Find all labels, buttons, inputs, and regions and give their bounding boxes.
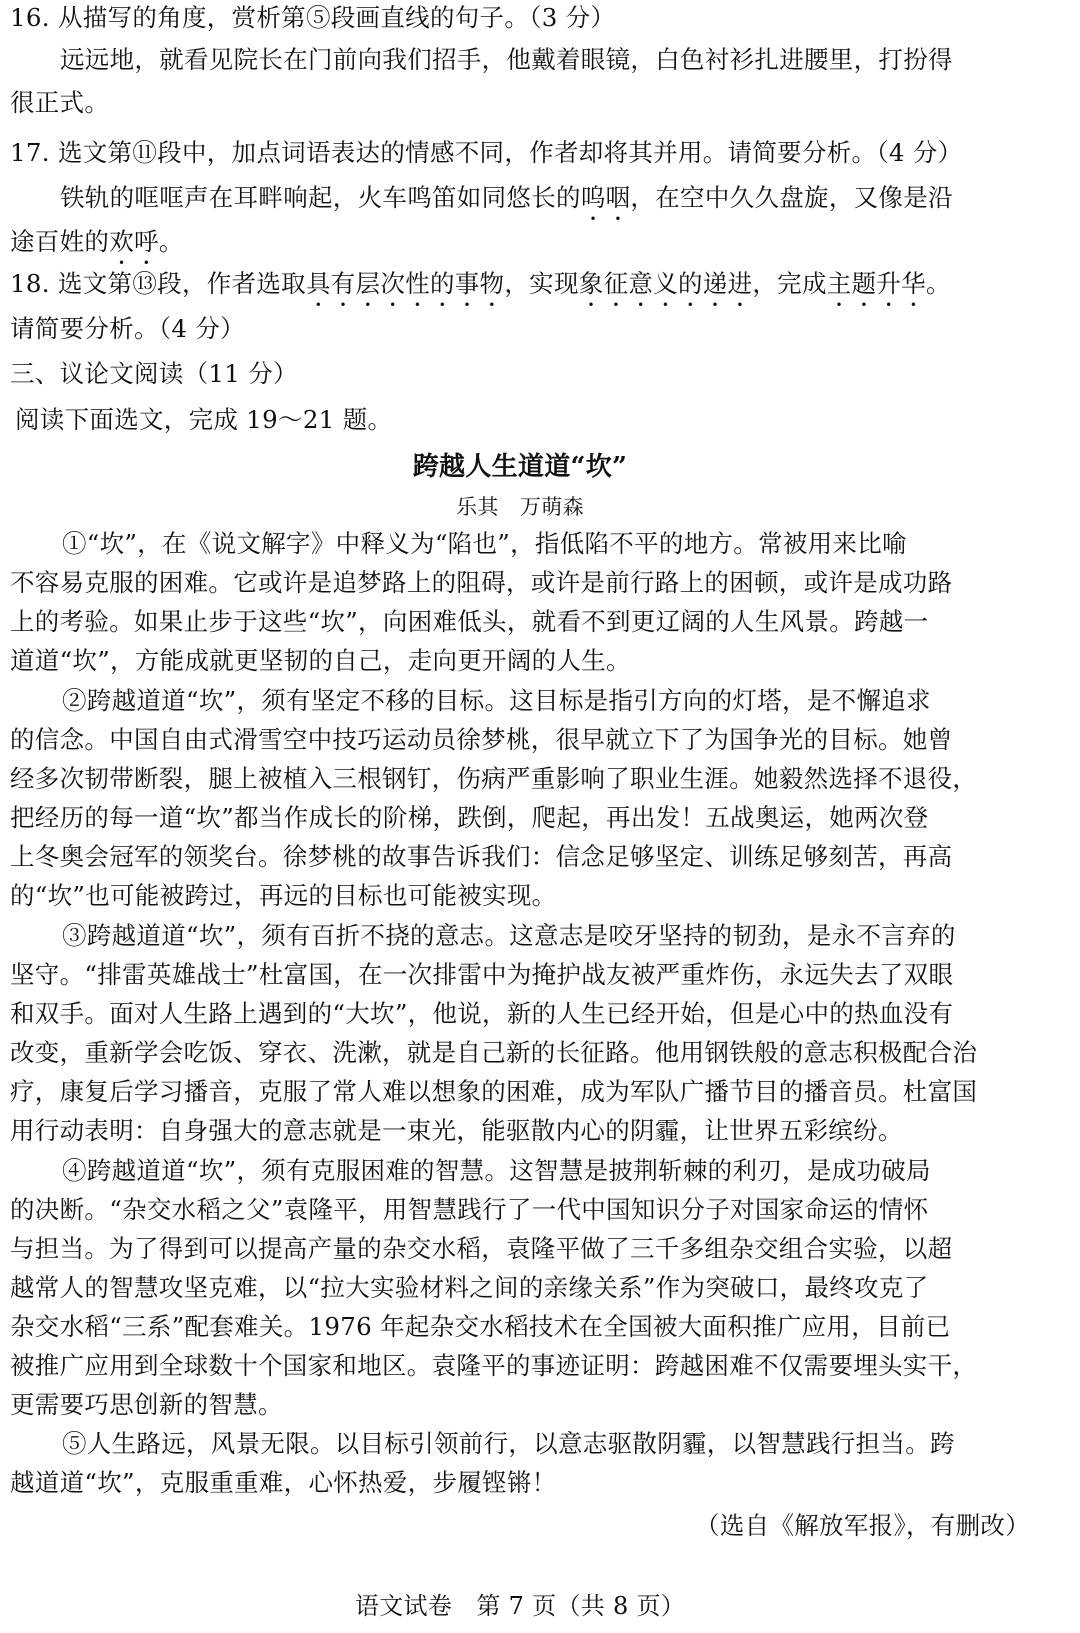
question-17-quote-text: 。: [158, 227, 184, 256]
paragraph-2-line-5: 上冬奥会冠军的领奖台。徐梦桃的故事告诉我们：信念足够坚定、训练足够刻苦，再高: [10, 842, 953, 871]
question-16-quote-line-1: 远远地，就看见院长在门前向我们招手，他戴着眼镜，白色衬衫扎进腰里，打扮得: [60, 45, 953, 74]
paragraph-3-line-6: 用行动表明：自身强大的意志就是一束光，能驱散内心的阴霾，让世界五彩缤纷。: [10, 1116, 903, 1145]
page-footer: 语文试卷 第 7 页（共 8 页）: [354, 1592, 686, 1620]
paragraph-3-line-4: 改变，重新学会吃饭、穿衣、洗漱，就是自己新的长征路。他用钢铁般的意志积极配合治: [10, 1038, 978, 1067]
question-17-dotted-word-2: 欢呼: [109, 227, 159, 256]
paragraph-3-line-5: 疗，康复后学习播音，克服了常人难以想象的困难，成为军队广播节目的播音员。杜富国: [10, 1077, 978, 1106]
paragraph-4-line-5: 杂交水稻“三系”配套难关。1976 年起杂交水稻技术在全国被大面积推广应用，目前已: [10, 1312, 951, 1341]
section-3-instruction: 阅读下面选文，完成 19～21 题。: [15, 405, 393, 434]
paragraph-2-line-4: 把经历的每一道“坎”都当作成长的阶梯，跌倒，爬起，再出发！五战奥运，她两次登: [10, 803, 929, 832]
paragraph-3-line-2: 坚守。“排雷英雄战士”杜富国，在一次排雷中为掩护战友被严重炸伤，永远失去了双眼: [10, 960, 954, 989]
paragraph-4-line-2: 的决断。“杂交水稻之父”袁隆平，用智慧践行了一代中国知识分子对国家命运的情怀: [10, 1195, 929, 1224]
paragraph-5-line-1: ⑤人生路远，风景无限。以目标引领前行，以意志驱散阴霾，以智慧践行担当。跨: [62, 1429, 955, 1458]
question-18-prompt-line-2: 请简要分析。（4 分）: [10, 314, 245, 343]
question-17-prompt: 17. 选文第⑪段中，加点词语表达的情感不同，作者却将其并用。请简要分析。（4 分）: [10, 138, 963, 167]
paragraph-2-line-3: 经多次韧带断裂，腿上被植入三根钢钉，伤病严重影响了职业生涯。她毅然选择不退役，: [10, 764, 978, 793]
article-title: 跨越人生道道“坎”: [412, 452, 628, 482]
question-18-dotted-phrase-2: 象征意义的递进: [578, 269, 753, 298]
question-18-text: ，完成: [752, 269, 827, 298]
question-16-prompt: 16. 从描写的角度，赏析第⑤段画直线的句子。（3 分）: [10, 3, 616, 32]
paragraph-3-line-3: 和双手。面对人生路上遇到的“大坎”，他说，新的人生已经开始，但是心中的热血没有: [10, 999, 954, 1028]
paragraph-2-line-6: 的“坎”也可能被跨过，再远的目标也可能被实现。: [10, 881, 557, 910]
paragraph-4-line-6: 被推广应用到全球数十个国家和地区。袁隆平的事迹证明：跨越困难不仅需要埋头实干，: [10, 1351, 978, 1380]
question-18-text: ，实现: [504, 269, 579, 298]
section-3-heading: 三、议论文阅读（11 分）: [10, 359, 298, 388]
question-17-quote-line-2: [10, 226, 184, 270]
question-17-quote-text: 铁轨的哐哐声在耳畔响起，火车鸣笛如同悠长的: [60, 183, 581, 212]
paragraph-1-line-3: 上的考验。如果止步于这些“坎”，向困难低头，就看不到更辽阔的人生风景。跨越一: [10, 607, 929, 636]
question-18-text: 。: [925, 269, 951, 298]
question-18-text: 18. 选文第⑬段，作者选取: [10, 269, 306, 298]
paragraph-2-line-1: ②跨越道道“坎”，须有坚定不移的目标。这目标是指引方向的灯塔，是不懈追求: [62, 686, 931, 715]
article-source: （选自《解放军报》，有删改）: [695, 1511, 1030, 1540]
paragraph-3-line-1: ③跨越道道“坎”，须有百折不挠的意志。这意志是咬牙坚持的韧劲，是永不言弃的: [62, 921, 956, 950]
question-17-dotted-word-1: 呜咽: [580, 183, 631, 212]
question-18-prompt-line-1: [10, 268, 951, 312]
question-17-quote-text: 途百姓的: [10, 227, 110, 256]
paragraph-4-line-7: 更需要巧思创新的智慧。: [10, 1390, 283, 1419]
question-17-quote-line-1: [60, 182, 953, 226]
paragraph-2-line-2: 的信念。中国自由式滑雪空中技巧运动员徐梦桃，很早就立下了为国争光的目标。她曾: [10, 725, 953, 754]
article-authors: 乐其 万萌森: [456, 495, 584, 519]
paragraph-4-line-3: 与担当。为了得到可以提高产量的杂交水稻，袁隆平做了三千多组杂交组合实验，以超: [10, 1234, 953, 1263]
question-16-quote-line-2: 很正式。: [10, 88, 110, 117]
question-18-dotted-phrase-1: 具有层次性的事物: [305, 269, 505, 298]
paragraph-5-line-2: 越道道“坎”，克服重重难，心怀热爱，步履铿锵！: [10, 1468, 557, 1497]
question-18-dotted-phrase-3: 主题升华: [826, 269, 926, 298]
question-17-quote-text: ，在空中久久盘旋，又像是沿: [630, 183, 953, 212]
paragraph-1-line-1: ①“坎”，在《说文解字》中释义为“陷也”，指低陷不平的地方。常被用来比喻: [62, 529, 907, 558]
paragraph-1-line-4: 道道“坎”，方能成就更坚韧的自己，走向更开阔的人生。: [10, 646, 631, 675]
paragraph-4-line-4: 越常人的智慧攻坚克难，以“拉大实验材料之间的亲缘关系”作为突破口，最终攻克了: [10, 1273, 929, 1302]
paragraph-4-line-1: ④跨越道道“坎”，须有克服困难的智慧。这智慧是披荆斩棘的利刃，是成功破局: [62, 1156, 931, 1185]
paragraph-1-line-2: 不容易克服的困难。它或许是追梦路上的阻碍，或许是前行路上的困顿，或许是成功路: [10, 568, 953, 597]
